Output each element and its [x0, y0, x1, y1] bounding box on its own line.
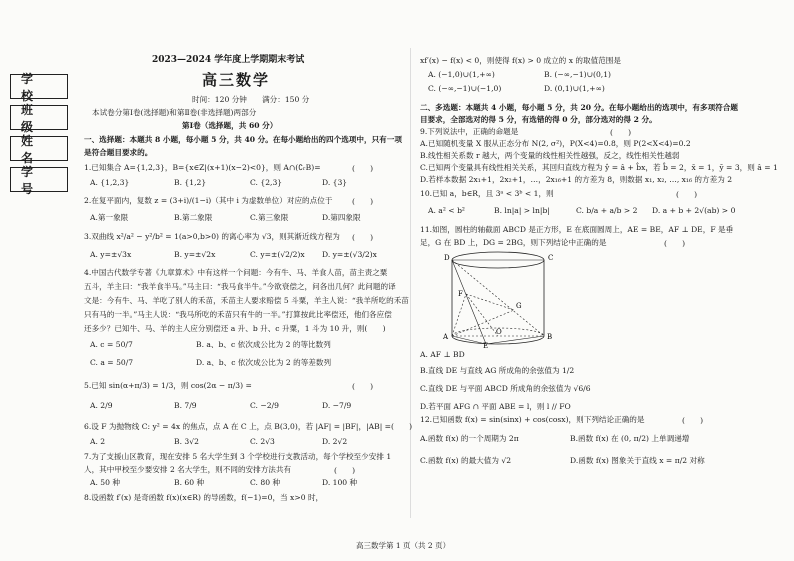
q4-line: 文是：今有牛、马、羊吃了别人的禾苗，禾苗主人要求赔偿 5 斗粟，羊主人说：“我羊所吃的禾苗	[84, 296, 409, 305]
part1-intro-cont: 是符合题目要求的。	[84, 148, 153, 157]
q5-answer-slot[interactable]: ( )	[352, 382, 374, 391]
q12-option-b[interactable]: B.函数 f(x) 在 (0, π/2) 上单调递增	[570, 434, 690, 443]
label-a: A	[443, 333, 449, 341]
student-info-sidebar	[10, 71, 68, 198]
q11-line: 足，G 在 BD 上，DG = 2BG，则下列结论中正确的是	[420, 238, 607, 247]
column-divider	[410, 48, 411, 518]
q2-stem: 2.在复平面内，复数 z = (3+i)/(1−i)（其中 i 为虚数单位）对应的点位于	[84, 196, 333, 205]
label-c: C	[548, 254, 554, 262]
q7-option-d[interactable]: D. 100 种	[322, 478, 358, 487]
q4-option-b[interactable]: B. a、b、c 依次成公比为 2 的等比数列	[196, 340, 331, 349]
q10-option-d[interactable]: D. a + b + 2√(ab) > 0	[652, 206, 736, 215]
class-field[interactable]: 班 级	[10, 105, 68, 130]
q8-option-d[interactable]: D. (0,1)∪(1,+∞)	[544, 84, 605, 93]
q11-option-b[interactable]: B.直线 DE 与直线 AG 所成角的余弦值为 1/2	[420, 366, 575, 375]
q11-answer-slot[interactable]: ( )	[664, 239, 686, 248]
q10-option-c[interactable]: C. b/a + a/b > 2	[576, 206, 638, 215]
q7-option-c[interactable]: C. 80 种	[250, 478, 281, 487]
q3-option-c[interactable]: C. y=±(√2/2)x	[250, 250, 305, 259]
label-d: D	[444, 254, 450, 262]
q8-stem: 8.设函数 f′(x) 是奇函数 f(x)(x∈R) 的导函数，f(−1)=0，当 x>0 时，	[84, 493, 324, 502]
q9-option-d[interactable]: D.若样本数据 2x₁+1，2x₂+1，…，2x₁₆+1 的方差为 8，则数据 x₁, x₂, …, x₁₆ 的方差为 2	[420, 175, 733, 184]
q6-stem: 6.设 F 为抛物线 C: y² = 4x 的焦点，点 A 在 C 上，点 B(3,0)，若 |AF| = |BF|，|AB| =( )	[84, 422, 413, 431]
q4-option-c[interactable]: C. a = 50/7	[90, 358, 134, 367]
label-f: F	[458, 290, 463, 298]
q1-option-b[interactable]: B. {1,2}	[174, 178, 207, 187]
q12-option-d[interactable]: D.函数 f(x) 图象关于直线 x = π/2 对称	[570, 456, 705, 465]
q8-stem-cont: xf′(x) − f(x) < 0，则使得 f(x) > 0 成立的 x 的取值范围是	[420, 56, 621, 65]
q4-line: 五斗，羊主曰：“我羊食半马。”马主曰：“我马食半牛。”今欲衰偿之，问各出几何？此问题的译	[84, 282, 396, 291]
q5-option-c[interactable]: C. −2/9	[250, 401, 279, 410]
time-score: 时间：120 分钟 满分：150 分	[192, 95, 310, 104]
label-b: B	[547, 333, 553, 341]
q11-option-a[interactable]: A. AF ⊥ BD	[420, 350, 465, 359]
q1-option-a[interactable]: A. {1,2,3}	[90, 178, 130, 187]
label-o: O	[496, 328, 502, 336]
q5-option-d[interactable]: D. −7/9	[322, 401, 352, 410]
part1-intro: 一、选择题：本题共 8 小题，每小题 5 分，共 40 分。在每小题给出的四个选项中，只有一项	[84, 135, 402, 144]
q2-option-d[interactable]: D.第四象限	[322, 213, 361, 222]
q12-answer-slot[interactable]: ( )	[682, 416, 704, 425]
q12-option-a[interactable]: A.函数 f(x) 的一个周期为 2π	[420, 434, 519, 443]
q9-stem: 9.下列说法中，正确的命题是	[420, 127, 519, 136]
q4-line: 还多少？已知牛、马、羊的主人应分别偿还 a 升、b 升、c 升粟，1 斗为 10 升，则( )	[84, 324, 386, 333]
student-id-field[interactable]: 学 号	[10, 167, 68, 192]
q7-line: 人，其中甲校至少要安排 2 名大学生，则不同的安排方法共有	[84, 465, 292, 474]
q9-answer-slot[interactable]: ( )	[610, 128, 632, 137]
part2-intro: 二、多选题：本题共 4 小题，每小题 5 分，共 20 分。在每小题给出的选项中，有多项符合题	[420, 103, 738, 112]
exam-title: 2023—2024 学年度上学期期末考试	[152, 55, 305, 65]
part2-intro-cont: 目要求，全部选对的得 5 分，有选错的得 0 分，部分选对的得 2 分。	[420, 115, 657, 124]
q1-option-c[interactable]: C. {2,3}	[250, 178, 283, 187]
q2-option-c[interactable]: C.第三象限	[250, 213, 289, 222]
q5-option-a[interactable]: A. 2/9	[90, 401, 113, 410]
q6-option-a[interactable]: A. 2	[90, 437, 106, 446]
q11-line: 11.如图，圆柱的轴截面 ABCD 是正方形，E 在底面圆周上，AE = BE，AF ⊥ DE，F 是垂	[420, 225, 734, 234]
q4-option-d[interactable]: D. a、b、c 依次成公比为 2 的等差数列	[196, 358, 332, 367]
q1-option-d[interactable]: D. {3}	[322, 178, 348, 187]
q10-option-a[interactable]: A. a² < b²	[428, 206, 465, 215]
q7-option-b[interactable]: B. 60 种	[174, 478, 205, 487]
name-field[interactable]: 姓 名	[10, 136, 68, 161]
q10-stem: 10.已知 a，b∈R，且 3ᵃ < 3ᵇ < 1，则	[420, 189, 554, 198]
page-footer: 高三数学第 1 页（共 2 页）	[356, 541, 451, 550]
cylinder-figure	[436, 248, 576, 348]
q9-option-b[interactable]: B.线性相关系数 r 越大，两个变量的线性相关性越强，反之，线性相关性越弱	[420, 151, 680, 160]
q3-option-b[interactable]: B. y=±√2x	[174, 250, 216, 259]
q2-option-b[interactable]: B.第二象限	[174, 213, 213, 222]
q4-line: 只有马的一半。”马主人说：“我马所吃的禾苗只有牛的一半。”打算按此比率偿还，他们各应偿	[84, 310, 392, 319]
paper-note: 本试卷分第Ⅰ卷(选择题)和第Ⅱ卷(非选择题)两部分	[92, 108, 257, 117]
label-e: E	[483, 342, 489, 348]
q5-option-b[interactable]: B. 7/9	[174, 401, 197, 410]
q12-stem: 12.已知函数 f(x) = sin(sinx) + cos(cosx)，则下列结论正确的是	[420, 415, 645, 424]
label-g: G	[516, 302, 522, 310]
q7-option-a[interactable]: A. 50 种	[90, 478, 120, 487]
q2-option-a[interactable]: A.第一象限	[90, 213, 129, 222]
q10-option-b[interactable]: B. ln|a| > ln|b|	[494, 206, 550, 215]
q6-option-b[interactable]: B. 3√2	[174, 437, 199, 446]
q9-option-a[interactable]: A.已知随机变量 X 服从正态分布 N(2, σ²)，P(X<4)=0.8，则 P(2<X<4)=0.2	[420, 139, 691, 148]
q6-option-c[interactable]: C. 2√3	[250, 437, 275, 446]
q2-answer-slot[interactable]: ( )	[352, 197, 374, 206]
q8-option-a[interactable]: A. (−1,0)∪(1,+∞)	[428, 70, 495, 79]
q4-line: 4.中国古代数学专著《九章算术》中有这样一个问题：今有牛、马、羊食人苗，苗主责之粟	[84, 268, 388, 277]
subject-title: 高三数学	[202, 71, 271, 89]
q7-answer-slot[interactable]: ( )	[334, 466, 356, 475]
q9-option-c[interactable]: C.已知两个变量具有线性相关关系，其回归直线方程为 ŷ = â + b̂x，若 b̂ = 2，x̄ = 1，ȳ = 3，则 â = 1	[420, 163, 778, 172]
school-field[interactable]: 学 校	[10, 74, 68, 99]
q11-option-d[interactable]: D.若平面 AFG ∩ 平面 ABE = l，则 l // FO	[420, 402, 571, 411]
section-title: 第Ⅰ卷（选择题，共 60 分）	[182, 121, 278, 130]
q7-line: 7.为了支援山区教育，现在安排 5 名大学生到 3 个学校进行支教活动，每个学校至少安排 1	[84, 452, 392, 461]
q8-option-c[interactable]: C. (−∞,−1)∪(−1,0)	[428, 84, 502, 93]
q3-stem: 3.双曲线 x²/a² − y²/b² = 1(a>0,b>0) 的离心率为 √3，则其渐近线方程为	[84, 232, 340, 241]
q11-option-c[interactable]: C.直线 DE 与平面 ABCD 所成角的余弦值为 √6/6	[420, 384, 591, 393]
q6-option-d[interactable]: D. 2√2	[322, 437, 348, 446]
q3-option-d[interactable]: D. y=±(√3/2)x	[322, 250, 377, 259]
q10-answer-slot[interactable]: ( )	[676, 190, 698, 199]
q12-option-c[interactable]: C.函数 f(x) 的最大值为 √2	[420, 456, 512, 465]
q3-option-a[interactable]: A. y=±√3x	[90, 250, 132, 259]
q4-option-a[interactable]: A. c = 50/7	[90, 340, 133, 349]
q5-stem: 5.已知 sin(α+π/3) = 1/3，则 cos(2α − π/3) =	[84, 381, 252, 390]
q1-stem: 1.已知集合 A={1,2,3}，B={x∈Z|(x+1)(x−2)<0}，则 A∩(∁ᵣB)=	[84, 163, 321, 172]
q8-option-b[interactable]: B. (−∞,−1)∪(0,1)	[544, 70, 611, 79]
q3-answer-slot[interactable]: ( )	[352, 233, 374, 242]
q1-answer-slot[interactable]: ( )	[352, 164, 374, 173]
